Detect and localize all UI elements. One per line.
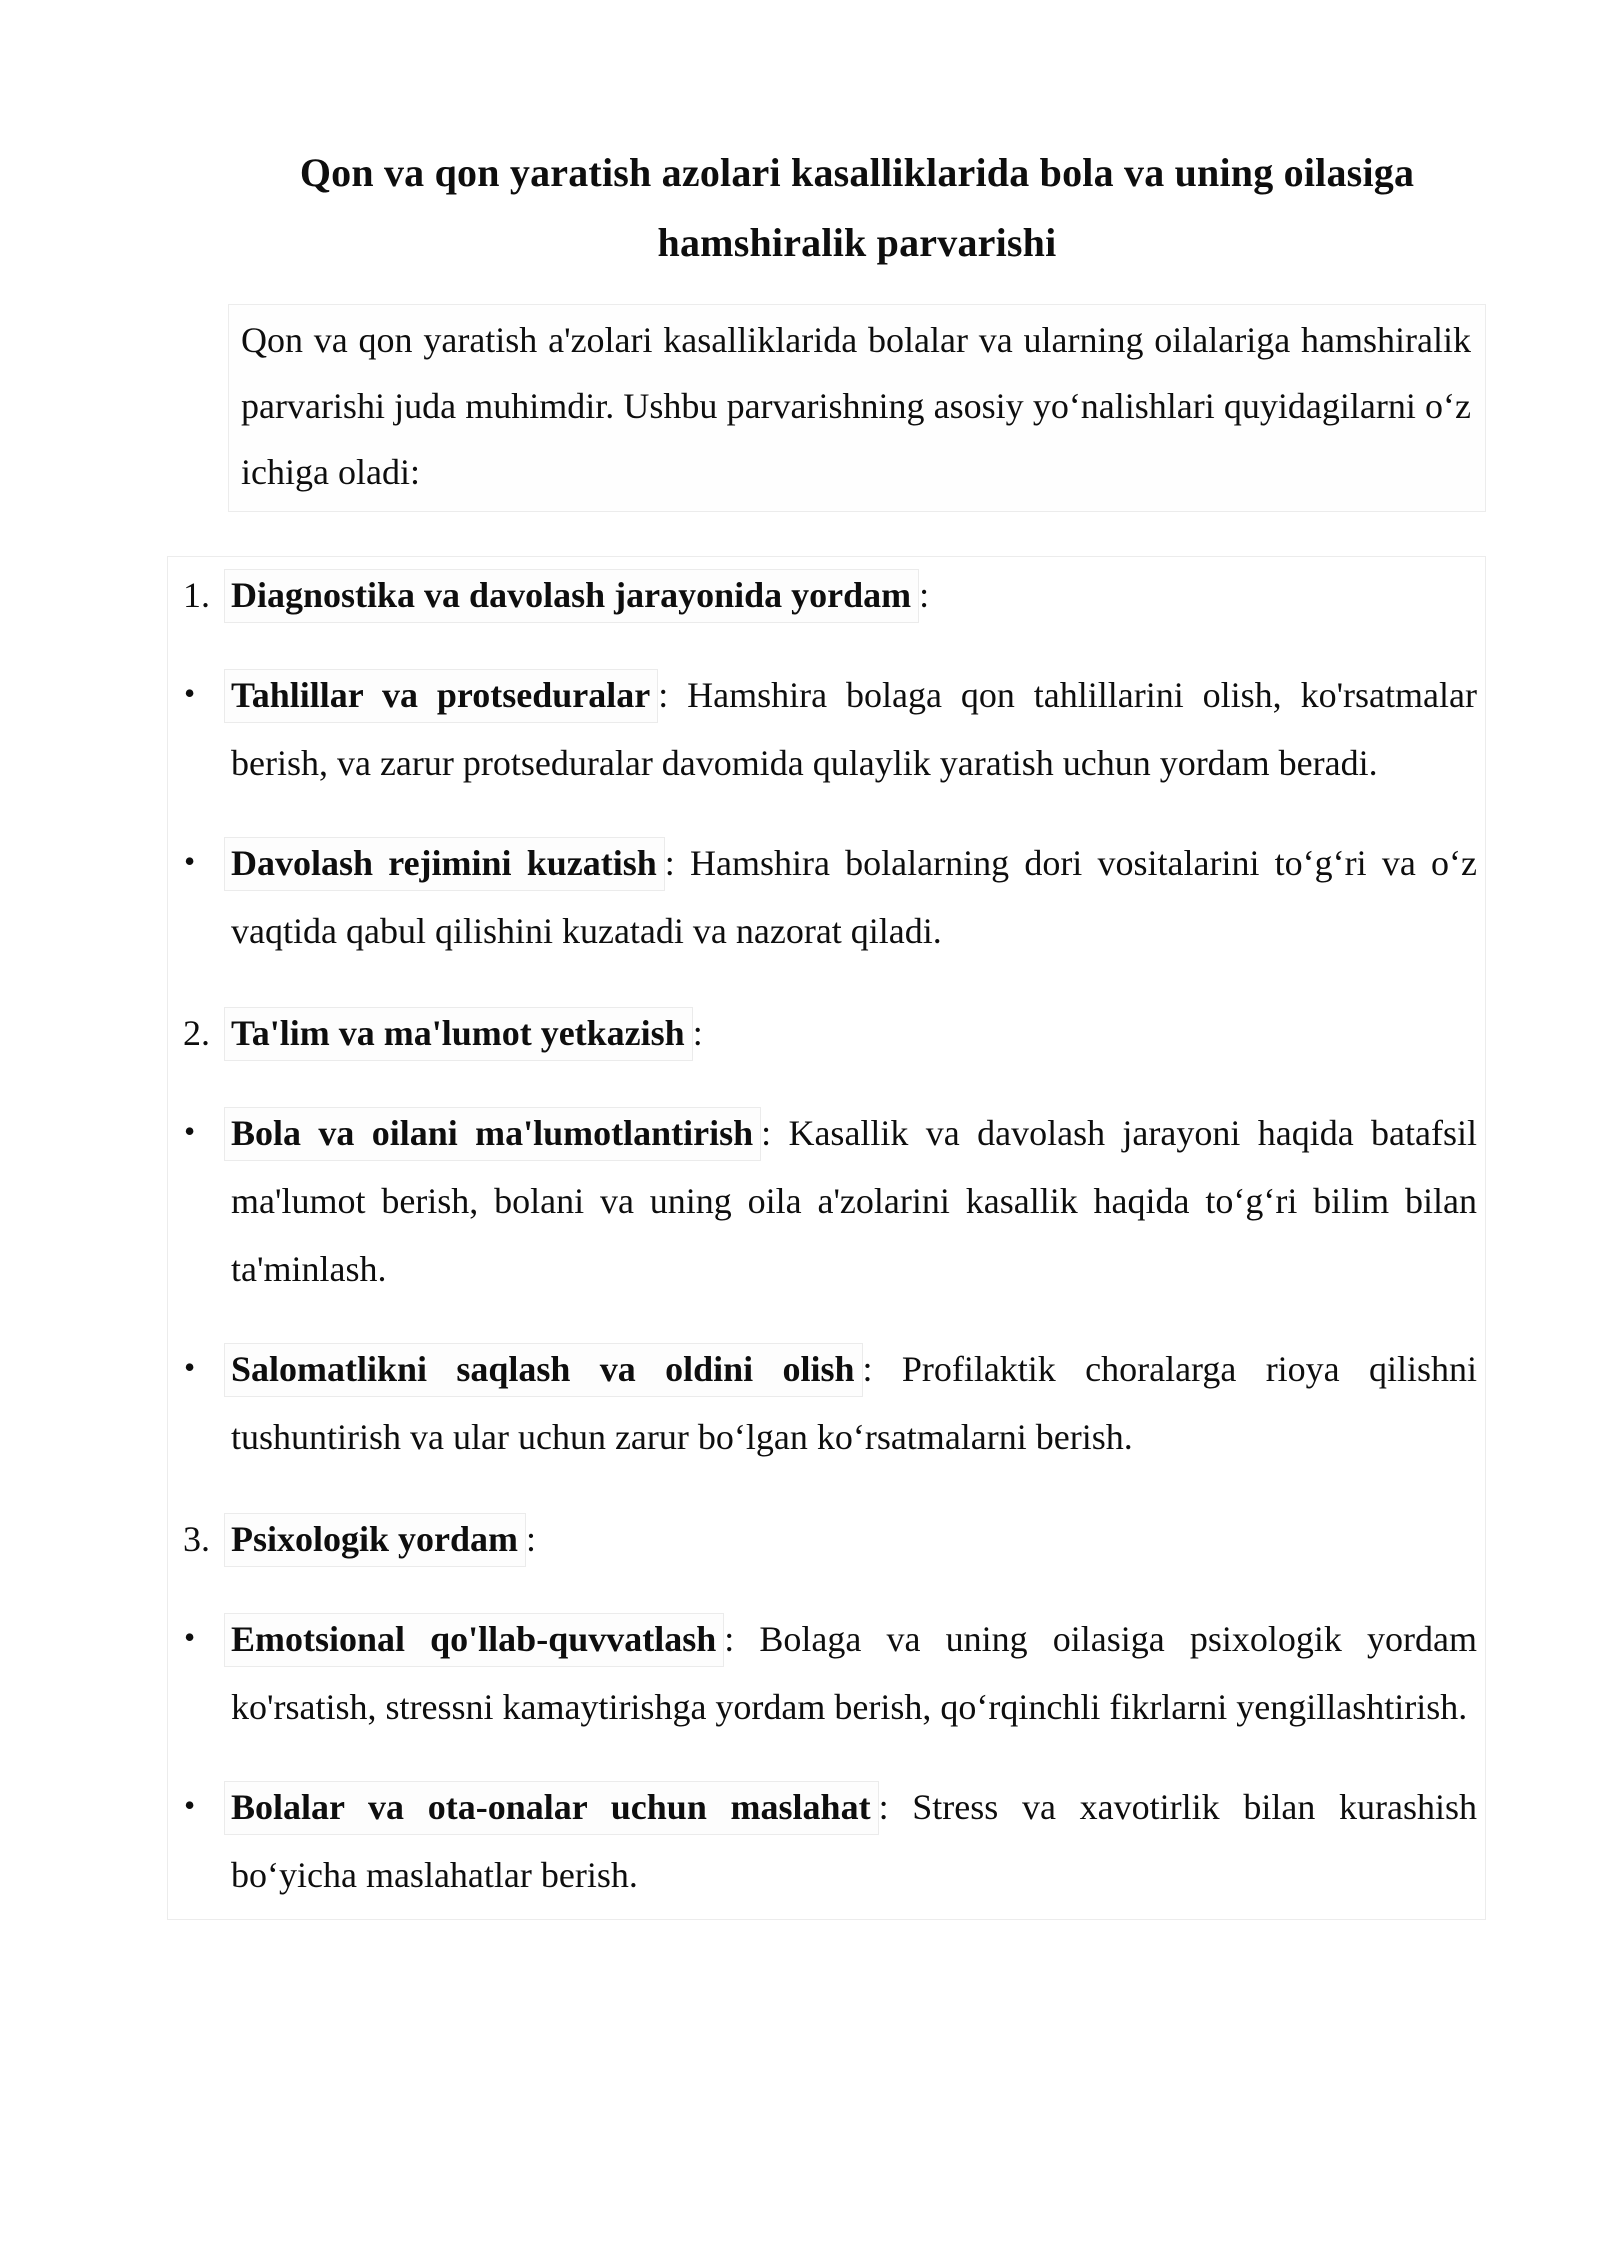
bullet-text: : Stress va xavotirlik bilan kurashish boʻyicha maslahatlar berish. — [231, 1787, 1478, 1895]
bullet-paragraph — [168, 661, 1485, 797]
heading-colon: : — [692, 1013, 703, 1053]
bullet-icon: • — [184, 1113, 196, 1149]
heading-text: Psixologik yordam — [224, 1513, 526, 1567]
bullet-lead: Emotsional qo'llab-quvvatlash — [224, 1613, 724, 1667]
bullet-paragraph — [168, 829, 1485, 965]
bullet-icon: • — [184, 1787, 196, 1823]
bullet-lead: Tahlillar va protseduralar — [224, 669, 658, 723]
bullet-paragraph — [168, 1099, 1485, 1303]
heading-colon: : — [919, 575, 930, 615]
list-number: 3. — [183, 1519, 210, 1559]
bullet-paragraph — [168, 1773, 1485, 1909]
bullet-lead: Davolash rejimini kuzatish — [224, 837, 665, 891]
document-title: Qon va qon yaratish azolari kasalliklarida bola va uning oilasiga hamshiralik parvarishi — [299, 150, 1415, 265]
numbered-heading — [168, 561, 1485, 629]
bullet-text: : Bolaga va uning oilasiga psixologik yordam ko'rsatish, stressni kamaytirishga yordam berish, qoʻrqinchli fikrlarni yengillashtirish. — [231, 1619, 1477, 1727]
bullet-lead: Bolalar va ota-onalar uchun maslahat — [224, 1781, 879, 1835]
content-list-container — [167, 556, 1486, 1920]
bullet-text: : Hamshira bolalarning dori vositalarini toʻgʻri va oʻz vaqtida qabul qilishini kuzatadi va nazorat qiladi. — [231, 843, 1477, 951]
numbered-heading — [168, 999, 1485, 1067]
bullet-text: : Kasallik va davolash jarayoni haqida batafsil ma'lumot berish, bolani va uning oila a'zolarini kasallik haqida toʻgʻri bilim bilan ta'minlash. — [231, 1113, 1477, 1289]
numbered-heading — [168, 1505, 1485, 1573]
bullet-lead: Bola va oilani ma'lumotlantirish — [224, 1107, 761, 1161]
bullet-text: : Hamshira bolaga qon tahlillarini olish, ko'rsatmalar berish, va zarur protseduralar davomida qulaylik yaratish uchun yordam beradi. — [231, 675, 1477, 783]
bullet-icon: • — [184, 843, 196, 879]
bullet-paragraph — [168, 1605, 1485, 1741]
list-number: 1. — [183, 575, 210, 615]
bullet-paragraph — [168, 1335, 1485, 1471]
list-number: 2. — [183, 1013, 210, 1053]
heading-text: Diagnostika va davolash jarayonida yordam — [224, 569, 919, 623]
intro-paragraph: Qon va qon yaratish a'zolari kasalliklarida bolalar va ularning oilalariga hamshiralik parvarishi juda muhimdir. Ushbu parvarishning asosiy yoʻnalishlari quyidagilarni oʻz ichiga oladi: — [228, 304, 1486, 512]
bullet-icon: • — [184, 1619, 196, 1655]
heading-colon: : — [526, 1519, 537, 1559]
bullet-lead: Salomatlikni saqlash va oldini olish — [224, 1343, 863, 1397]
bullet-icon: • — [184, 1349, 196, 1385]
heading-text: Ta'lim va ma'lumot yetkazish — [224, 1007, 693, 1061]
bullet-text: : Profilaktik choralarga rioya qilishni tushuntirish va ular uchun zarur boʻlgan koʻrsatmalarni berish. — [231, 1349, 1478, 1457]
bullet-icon: • — [184, 675, 196, 711]
